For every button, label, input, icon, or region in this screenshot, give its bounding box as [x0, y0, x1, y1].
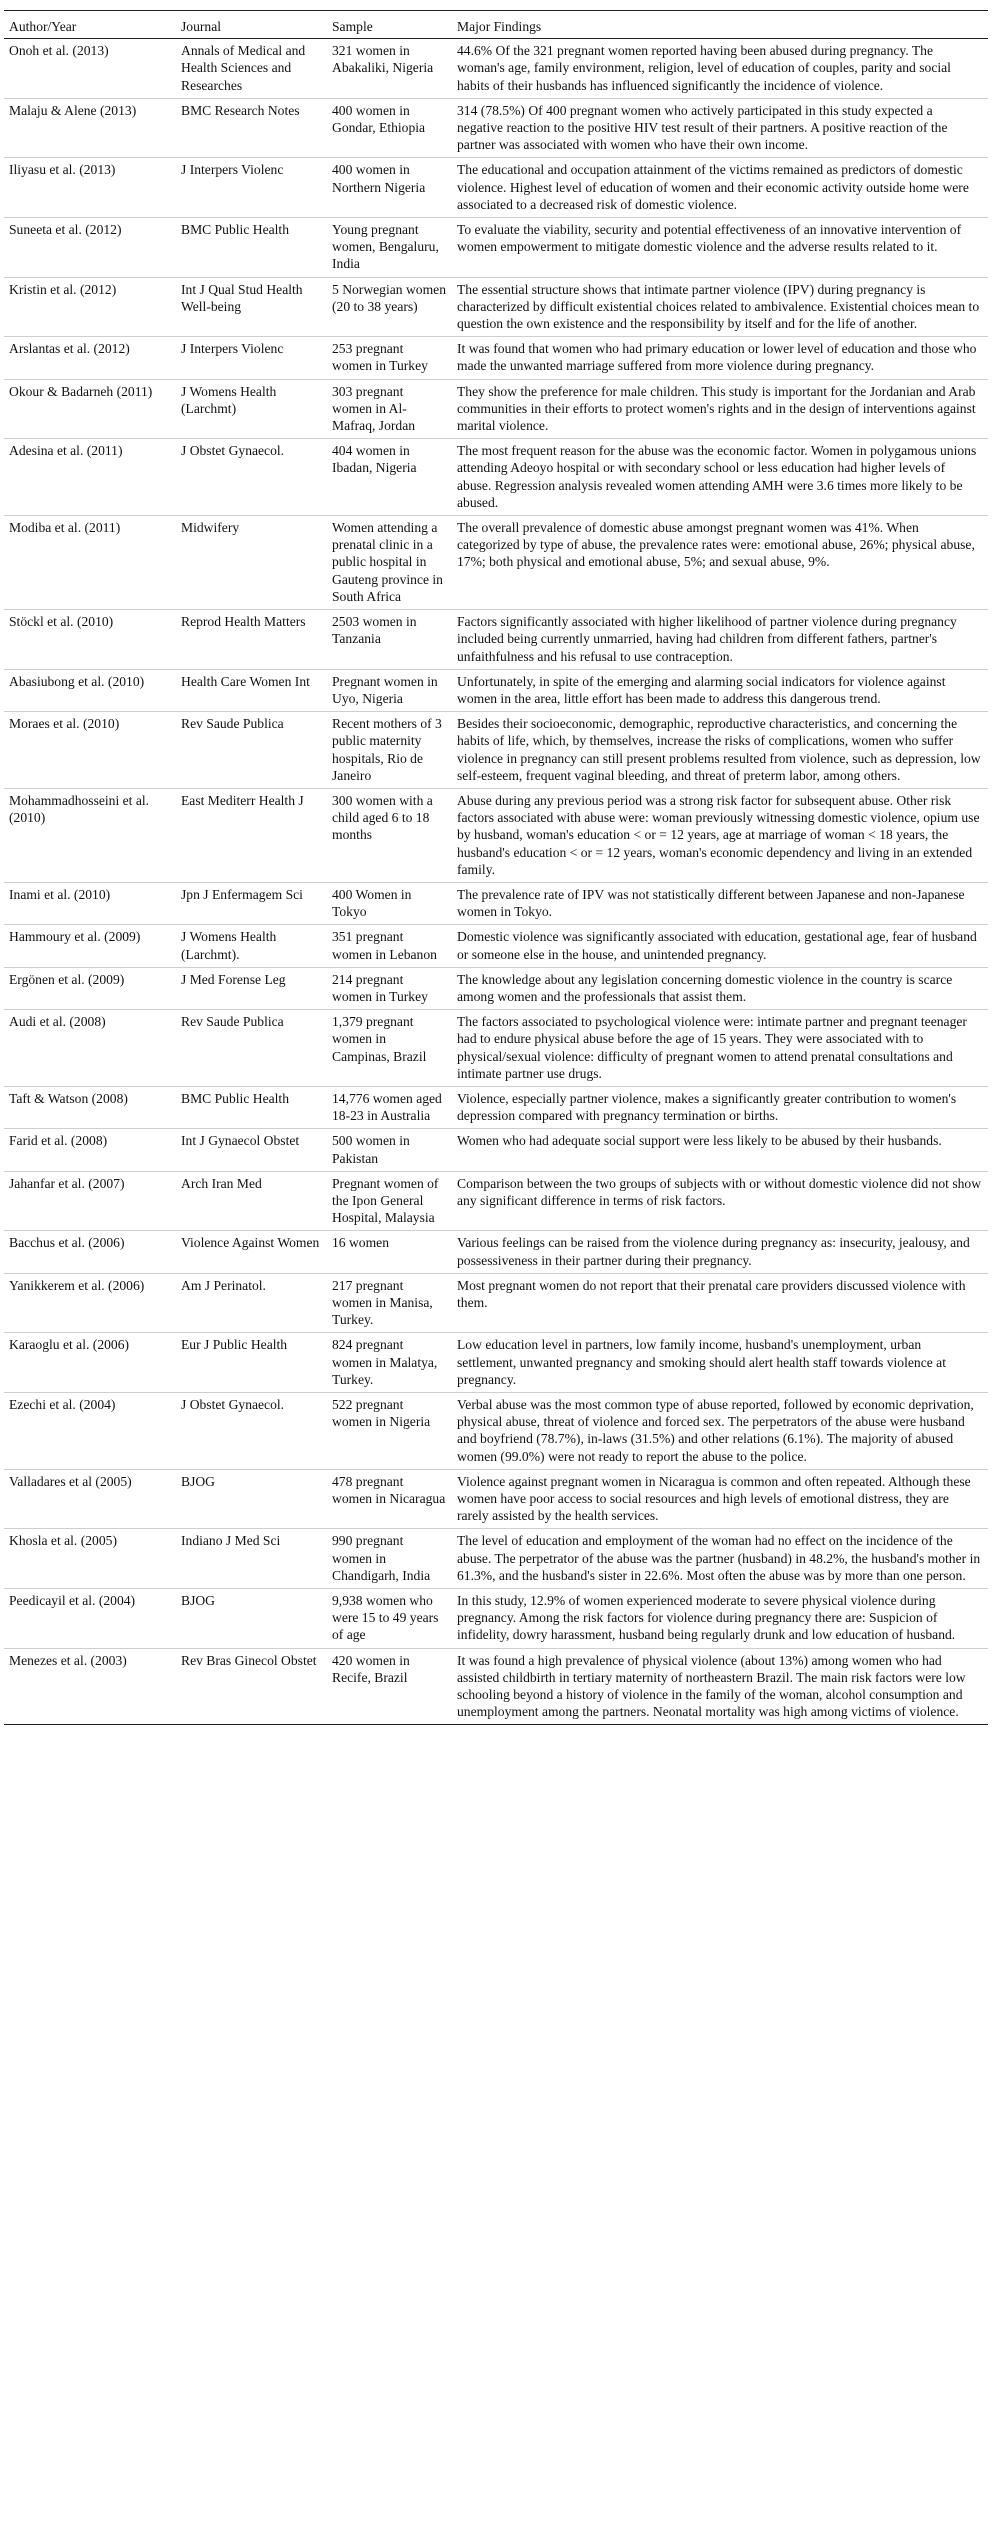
cell-author-year: Suneeta et al. (2012): [4, 218, 176, 278]
cell-author-year: Yanikkerem et al. (2006): [4, 1273, 176, 1333]
cell-author-year: Farid et al. (2008): [4, 1129, 176, 1171]
cell-journal: Int J Qual Stud Health Well-being: [176, 277, 327, 337]
cell-journal: Violence Against Women: [176, 1231, 327, 1273]
table-row: [4, 1171, 988, 1231]
studies-table: [4, 10, 988, 1725]
cell-major-findings: Various feelings can be raised from the violence during pregnancy as: insecurity, jealousy, and possessiveness in their partner during their pregnancy.: [452, 1231, 988, 1273]
cell-journal: BMC Research Notes: [176, 98, 327, 158]
cell-author-year: Mohammadhosseini et al. (2010): [4, 788, 176, 882]
cell-sample: 217 pregnant women in Manisa, Turkey.: [327, 1273, 452, 1333]
cell-major-findings: Factors significantly associated with higher likelihood of partner violence during pregnancy included being currently unmarried, having had children from different fathers, partner's unfaithfulness and his refusal to use contraception.: [452, 610, 988, 670]
cell-sample: 400 women in Northern Nigeria: [327, 158, 452, 218]
cell-major-findings: 314 (78.5%) Of 400 pregnant women who actively participated in this study expected a negative reaction to the positive HIV test result of their partners. A positive reaction of the partner was associated with women who have their own income.: [452, 98, 988, 158]
cell-sample: Pregnant women in Uyo, Nigeria: [327, 669, 452, 711]
table-row: [4, 218, 988, 278]
cell-author-year: Abasiubong et al. (2010): [4, 669, 176, 711]
cell-sample: 990 pregnant women in Chandigarh, India: [327, 1529, 452, 1589]
cell-sample: Women attending a prenatal clinic in a public hospital in Gauteng province in South Africa: [327, 516, 452, 610]
table-row: [4, 277, 988, 337]
cell-journal: J Womens Health (Larchmt).: [176, 925, 327, 967]
table-row: [4, 669, 988, 711]
cell-sample: 522 pregnant women in Nigeria: [327, 1393, 452, 1470]
cell-author-year: Taft & Watson (2008): [4, 1086, 176, 1128]
table-row: [4, 1393, 988, 1470]
header-row: [4, 11, 988, 39]
cell-author-year: Ergönen et al. (2009): [4, 967, 176, 1009]
cell-journal: Reprod Health Matters: [176, 610, 327, 670]
cell-journal: J Obstet Gynaecol.: [176, 1393, 327, 1470]
table-row: [4, 1333, 988, 1393]
cell-major-findings: Unfortunately, in spite of the emerging and alarming social indicators for violence against women in the area, little effort has been made to address this dangerous trend.: [452, 669, 988, 711]
table-row: [4, 439, 988, 516]
cell-sample: 300 women with a child aged 6 to 18 months: [327, 788, 452, 882]
cell-journal: Jpn J Enfermagem Sci: [176, 882, 327, 924]
cell-sample: 404 women in Ibadan, Nigeria: [327, 439, 452, 516]
cell-sample: 5 Norwegian women (20 to 38 years): [327, 277, 452, 337]
cell-journal: BJOG: [176, 1469, 327, 1529]
cell-sample: 400 Women in Tokyo: [327, 882, 452, 924]
table-row: [4, 925, 988, 967]
cell-major-findings: The level of education and employment of the woman had no effect on the incidence of the abuse. The perpetrator of the abuse was the partner (husband) in 48.2%, the husband's mother in 61.3%, and the husband's sister in 22.6%. Most often the abuse was by more than one person.: [452, 1529, 988, 1589]
table-row: [4, 158, 988, 218]
table-row: [4, 967, 988, 1009]
cell-journal: Rev Saude Publica: [176, 1010, 327, 1087]
cell-major-findings: Violence against pregnant women in Nicaragua is common and often repeated. Although these women have poor access to social resources and high levels of emotional distress, they are rarely assisted by the health services.: [452, 1469, 988, 1529]
cell-sample: 303 pregnant women in Al-Mafraq, Jordan: [327, 379, 452, 439]
cell-journal: Rev Saude Publica: [176, 712, 327, 789]
table-row: [4, 379, 988, 439]
cell-journal: Health Care Women Int: [176, 669, 327, 711]
table-row: [4, 1589, 988, 1649]
cell-sample: 321 women in Abakaliki, Nigeria: [327, 39, 452, 99]
cell-major-findings: Domestic violence was significantly associated with education, gestational age, fear of husband or someone else in the house, and unintended pregnancy.: [452, 925, 988, 967]
cell-major-findings: Most pregnant women do not report that their prenatal care providers discussed violence with them.: [452, 1273, 988, 1333]
cell-sample: 400 women in Gondar, Ethiopia: [327, 98, 452, 158]
cell-major-findings: The knowledge about any legislation concerning domestic violence in the country is scarce among women and the professionals that assist them.: [452, 967, 988, 1009]
cell-major-findings: In this study, 12.9% of women experienced moderate to severe physical violence during pregnancy. Among the risk factors for violence during pregnancy there are: Suspicion of infidelity, dowry harassment, husband being regularly drunk and low education of husband.: [452, 1589, 988, 1649]
cell-major-findings: Violence, especially partner violence, makes a significantly greater contribution to women's depression compared with pregnancy termination or births.: [452, 1086, 988, 1128]
cell-sample: 1,379 pregnant women in Campinas, Brazil: [327, 1010, 452, 1087]
cell-sample: 478 pregnant women in Nicaragua: [327, 1469, 452, 1529]
table-header: [4, 11, 988, 39]
cell-author-year: Karaoglu et al. (2006): [4, 1333, 176, 1393]
cell-author-year: Menezes et al. (2003): [4, 1648, 176, 1725]
cell-major-findings: To evaluate the viability, security and potential effectiveness of an innovative intervention of women empowerment to mitigate domestic violence and the adverse results related to it.: [452, 218, 988, 278]
cell-sample: 351 pregnant women in Lebanon: [327, 925, 452, 967]
cell-journal: J Med Forense Leg: [176, 967, 327, 1009]
cell-major-findings: It was found that women who had primary education or lower level of education and those who made the unwanted marriage suffered from more violence during pregnancy.: [452, 337, 988, 379]
cell-journal: Eur J Public Health: [176, 1333, 327, 1393]
table-row: [4, 98, 988, 158]
cell-major-findings: The essential structure shows that intimate partner violence (IPV) during pregnancy is characterized by difficult existential choices related to ambivalence. Existential choices mean to question the own existence and the responsibility by itself and for the life of another.: [452, 277, 988, 337]
cell-journal: Annals of Medical and Health Sciences and Researches: [176, 39, 327, 99]
cell-sample: 2503 women in Tanzania: [327, 610, 452, 670]
table-body: [4, 39, 988, 1725]
table-row: [4, 337, 988, 379]
cell-author-year: Arslantas et al. (2012): [4, 337, 176, 379]
cell-sample: 16 women: [327, 1231, 452, 1273]
cell-sample: 214 pregnant women in Turkey: [327, 967, 452, 1009]
table-row: [4, 516, 988, 610]
table-row: [4, 712, 988, 789]
cell-author-year: Khosla et al. (2005): [4, 1529, 176, 1589]
cell-major-findings: Besides their socioeconomic, demographic, reproductive characteristics, and concerning the habits of life, which, by themselves, increase the risks of complications, women who suffer violence in pregnancy can still present problems resulted from violence, such as depression, low self-esteem, frequent vaginal bleeding, and threat of preterm labor, among others.: [452, 712, 988, 789]
cell-sample: Pregnant women of the Ipon General Hospital, Malaysia: [327, 1171, 452, 1231]
cell-major-findings: Abuse during any previous period was a strong risk factor for subsequent abuse. Other risk factors associated with abuse were: woman previously witnessing domestic violence, opium use by husband, woman's education < or = 12 years, age at marriage of woman < 18 years, the husband's education < or = 12 years, woman's economic dependency and living in an extended family.: [452, 788, 988, 882]
cell-major-findings: Verbal abuse was the most common type of abuse reported, followed by economic deprivation, physical abuse, threat of violence and forced sex. The perpetrators of the abuse were husband and boyfriend (78.7%), in-laws (31.5%) and other relations (6.1%). The majority of abused women (99.0%) were not ready to report the abuse to the police.: [452, 1393, 988, 1470]
cell-journal: Rev Bras Ginecol Obstet: [176, 1648, 327, 1725]
table-row: [4, 788, 988, 882]
cell-author-year: Audi et al. (2008): [4, 1010, 176, 1087]
cell-journal: BJOG: [176, 1589, 327, 1649]
table-row: [4, 610, 988, 670]
table-row: [4, 1648, 988, 1725]
cell-author-year: Ezechi et al. (2004): [4, 1393, 176, 1470]
header-major-findings: Major Findings: [452, 11, 988, 39]
table-row: [4, 1086, 988, 1128]
cell-author-year: Adesina et al. (2011): [4, 439, 176, 516]
cell-author-year: Onoh et al. (2013): [4, 39, 176, 99]
cell-journal: Int J Gynaecol Obstet: [176, 1129, 327, 1171]
cell-major-findings: They show the preference for male children. This study is important for the Jordanian and Arab communities in their efforts to protect women's rights and in the design of interventions against marital violence.: [452, 379, 988, 439]
cell-journal: Indiano J Med Sci: [176, 1529, 327, 1589]
cell-sample: 500 women in Pakistan: [327, 1129, 452, 1171]
cell-sample: 824 pregnant women in Malatya, Turkey.: [327, 1333, 452, 1393]
cell-sample: 14,776 women aged 18-23 in Australia: [327, 1086, 452, 1128]
header-sample: Sample: [327, 11, 452, 39]
table-row: [4, 39, 988, 99]
cell-author-year: Inami et al. (2010): [4, 882, 176, 924]
cell-major-findings: The educational and occupation attainment of the victims remained as predictors of domestic violence. Highest level of education of women and their economic activity outside home were associated to a decreased risk of domestic violence.: [452, 158, 988, 218]
cell-author-year: Bacchus et al. (2006): [4, 1231, 176, 1273]
table-row: [4, 1529, 988, 1589]
cell-major-findings: Low education level in partners, low family income, husband's unemployment, urban settlement, unwanted pregnancy and smoking should alert health staff towards violence at pregnancy.: [452, 1333, 988, 1393]
cell-journal: East Mediterr Health J: [176, 788, 327, 882]
cell-author-year: Stöckl et al. (2010): [4, 610, 176, 670]
table-row: [4, 1231, 988, 1273]
cell-author-year: Modiba et al. (2011): [4, 516, 176, 610]
table-row: [4, 1129, 988, 1171]
table-row: [4, 1010, 988, 1087]
cell-journal: J Interpers Violenc: [176, 337, 327, 379]
cell-major-findings: The overall prevalence of domestic abuse amongst pregnant women was 41%. When categorized by type of abuse, the prevalence rates were: emotional abuse, 26%; physical abuse, 17%; both physical and emotional abuse, 5%; and sexual abuse, 9%.: [452, 516, 988, 610]
header-author-year: Author/Year: [4, 11, 176, 39]
cell-journal: BMC Public Health: [176, 1086, 327, 1128]
cell-major-findings: 44.6% Of the 321 pregnant women reported having been abused during pregnancy. The woman's age, family environment, religion, level of education of couples, parity and social habits of their husbands has influenced significantly the incidence of violence.: [452, 39, 988, 99]
cell-journal: J Interpers Violenc: [176, 158, 327, 218]
cell-author-year: Okour & Badarneh (2011): [4, 379, 176, 439]
cell-major-findings: Comparison between the two groups of subjects with or without domestic violence did not show any significant difference in terms of risk factors.: [452, 1171, 988, 1231]
cell-sample: 253 pregnant women in Turkey: [327, 337, 452, 379]
cell-major-findings: Women who had adequate social support were less likely to be abused by their husbands.: [452, 1129, 988, 1171]
cell-author-year: Valladares et al (2005): [4, 1469, 176, 1529]
cell-author-year: Iliyasu et al. (2013): [4, 158, 176, 218]
cell-journal: Midwifery: [176, 516, 327, 610]
header-journal: Journal: [176, 11, 327, 39]
cell-major-findings: The factors associated to psychological violence were: intimate partner and pregnant teenager had to endure physical abuse before the age of 15 years. They were associated with to physical/sexual violence: difficulty of pregnant women to attend prenatal consultations and intimate partner use drugs.: [452, 1010, 988, 1087]
cell-author-year: Moraes et al. (2010): [4, 712, 176, 789]
table-row: [4, 882, 988, 924]
cell-journal: Arch Iran Med: [176, 1171, 327, 1231]
cell-author-year: Kristin et al. (2012): [4, 277, 176, 337]
cell-author-year: Peedicayil et al. (2004): [4, 1589, 176, 1649]
table-row: [4, 1469, 988, 1529]
cell-author-year: Malaju & Alene (2013): [4, 98, 176, 158]
table-row: [4, 1273, 988, 1333]
cell-author-year: Hammoury et al. (2009): [4, 925, 176, 967]
cell-sample: Young pregnant women, Bengaluru, India: [327, 218, 452, 278]
cell-major-findings: It was found a high prevalence of physical violence (about 13%) among women who had assisted childbirth in tertiary maternity of northeastern Brazil. The main risk factors were low schooling beyond a history of violence in the family of the woman, alcohol consumption and unemployment among the partners. Neonatal mortality was high among victims of violence.: [452, 1648, 988, 1725]
cell-author-year: Jahanfar et al. (2007): [4, 1171, 176, 1231]
cell-journal: J Obstet Gynaecol.: [176, 439, 327, 516]
cell-sample: 420 women in Recife, Brazil: [327, 1648, 452, 1725]
cell-sample: 9,938 women who were 15 to 49 years of age: [327, 1589, 452, 1649]
cell-major-findings: The prevalence rate of IPV was not statistically different between Japanese and non-Japanese women in Tokyo.: [452, 882, 988, 924]
cell-journal: BMC Public Health: [176, 218, 327, 278]
cell-sample: Recent mothers of 3 public maternity hospitals, Rio de Janeiro: [327, 712, 452, 789]
cell-journal: Am J Perinatol.: [176, 1273, 327, 1333]
cell-journal: J Womens Health (Larchmt): [176, 379, 327, 439]
cell-major-findings: The most frequent reason for the abuse was the economic factor. Women in polygamous unions attending Adeoyo hospital or with secondary school or less education had higher levels of abuse. Regression analysis revealed women attending AMH were 3.6 times more likely to be abused.: [452, 439, 988, 516]
